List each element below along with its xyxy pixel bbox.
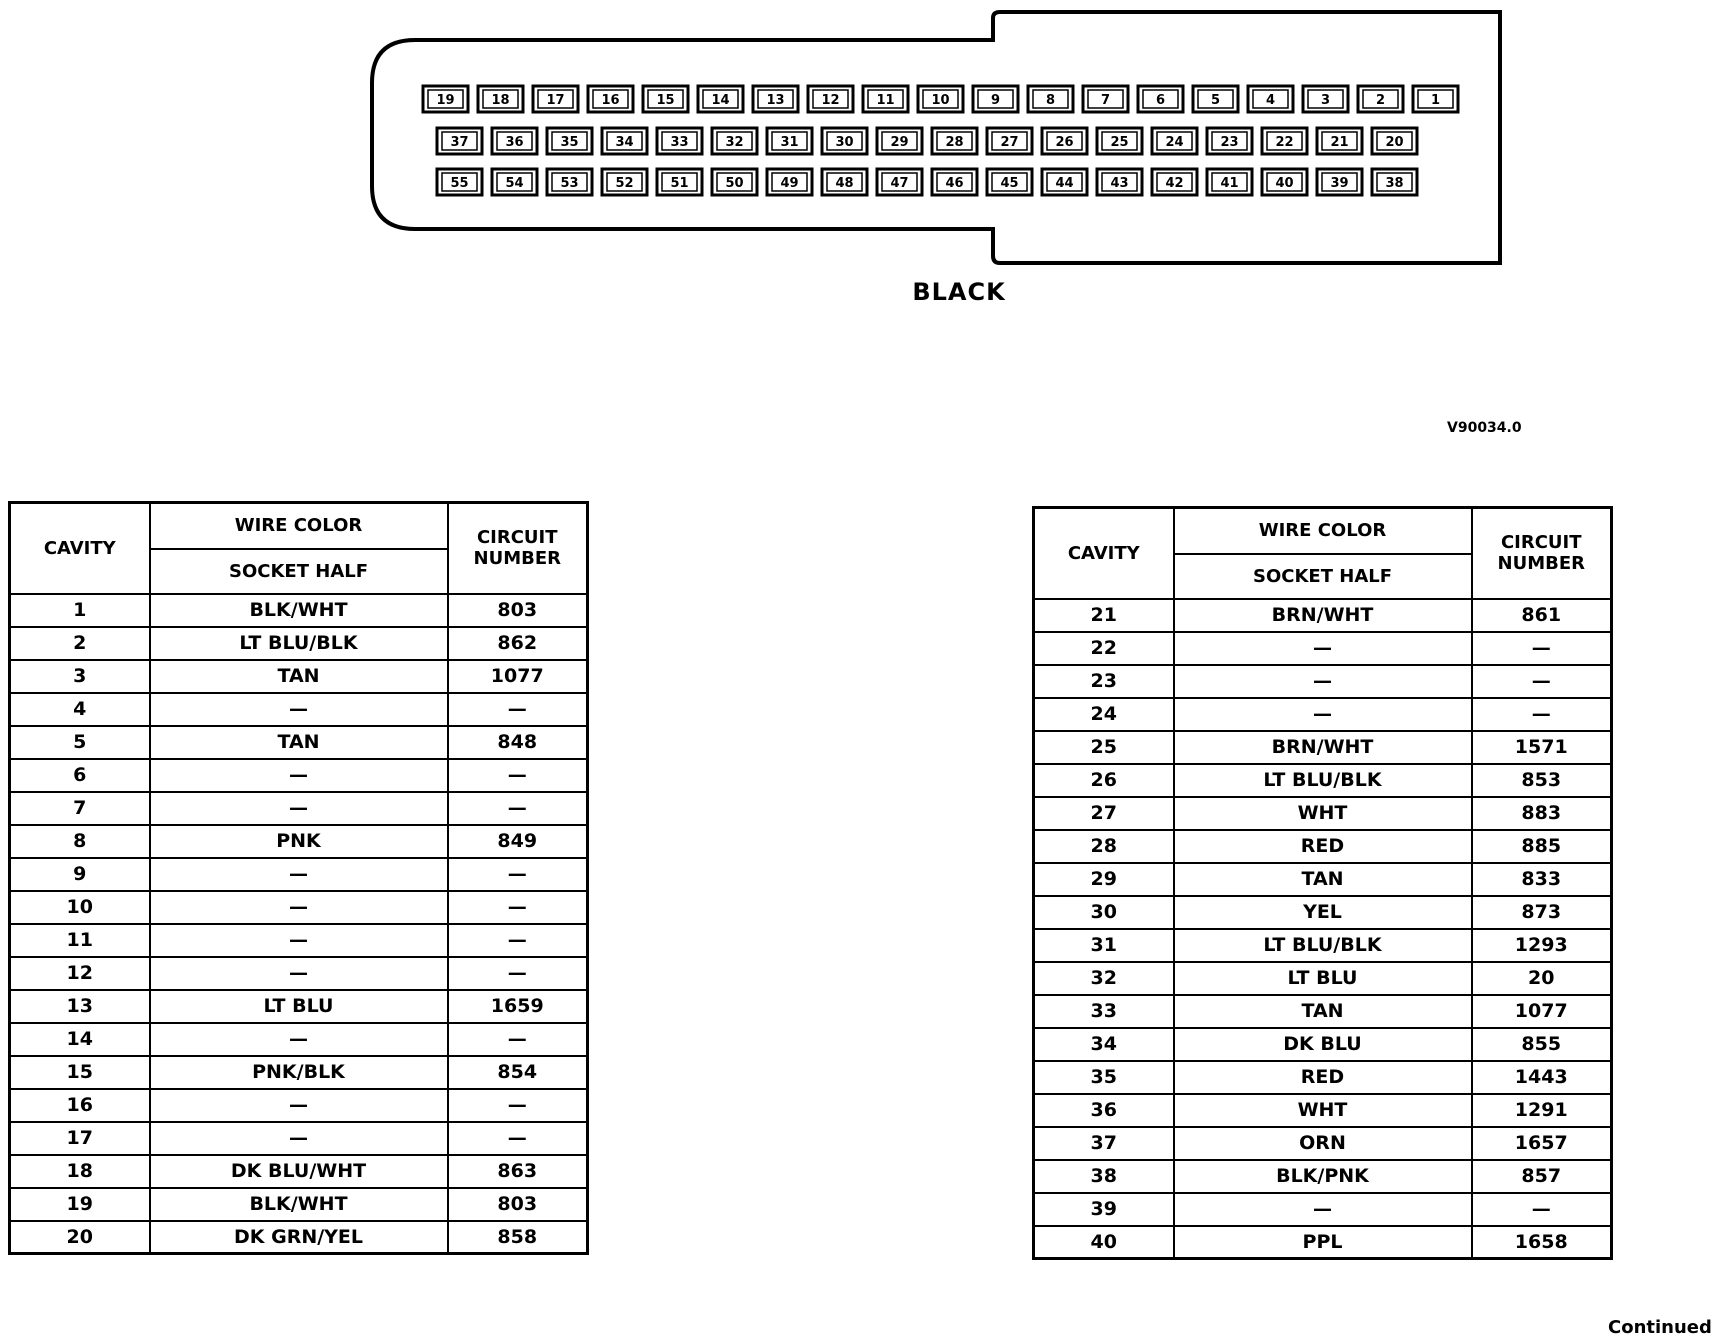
table-row: [10, 1122, 588, 1155]
pin-number: 42: [1165, 176, 1184, 191]
circuit-number-cell: 857: [1472, 1160, 1612, 1193]
circuit-header-line2: NUMBER: [473, 548, 561, 570]
wire-color-header: WIRE COLOR: [150, 503, 448, 549]
cavity-cell: 10: [10, 891, 150, 924]
pin-cavity: [1193, 86, 1238, 112]
circuit-number-cell: 862: [448, 627, 588, 660]
pin-number: 46: [945, 176, 964, 191]
table-row: [10, 1089, 588, 1122]
table-row: [1034, 1193, 1612, 1226]
pin-number: 29: [890, 135, 909, 150]
pin-number: 15: [656, 93, 675, 108]
wire-color-cell: LT BLU/BLK: [150, 627, 448, 660]
pin-row-2: [437, 128, 1417, 154]
pin-number: 31: [780, 135, 799, 150]
pin-cavity: [932, 128, 977, 154]
table-row: [10, 759, 588, 792]
pin-cavity: [1152, 128, 1197, 154]
circuit-number-cell: 1077: [1472, 995, 1612, 1028]
pin-number: 36: [505, 135, 524, 150]
pin-number: 49: [780, 176, 799, 191]
circuit-header-line1: CIRCUIT: [1500, 532, 1582, 554]
table-row: [1034, 1094, 1612, 1127]
pin-cavity: [1097, 169, 1142, 195]
pin-number: 27: [1000, 135, 1019, 150]
pin-cavity: [767, 128, 812, 154]
pin-cavity: [1028, 86, 1073, 112]
pin-cavity: [547, 169, 592, 195]
cavity-cell: 19: [10, 1188, 150, 1221]
table-row: [1034, 731, 1612, 764]
wire-color-cell: BLK/WHT: [150, 1188, 448, 1221]
cavity-cell: 11: [10, 924, 150, 957]
wire-color-cell: YEL: [1174, 896, 1472, 929]
table-row: [1034, 764, 1612, 797]
circuit-number-cell: —: [1472, 665, 1612, 698]
circuit-number-cell: 883: [1472, 797, 1612, 830]
pin-number: 14: [711, 93, 730, 108]
table-row: [10, 990, 588, 1023]
pin-number: 12: [821, 93, 840, 108]
pin-cavity: [1372, 169, 1417, 195]
circuit-number-cell: —: [448, 1023, 588, 1056]
wire-color-cell: LT BLU: [1174, 962, 1472, 995]
table-row: [1034, 797, 1612, 830]
pin-cavity: [1042, 128, 1087, 154]
pin-cavity: [1372, 128, 1417, 154]
pin-cavity: [602, 169, 647, 195]
cavity-cell: 36: [1034, 1094, 1174, 1127]
cavity-cell: 26: [1034, 764, 1174, 797]
pin-number: 41: [1220, 176, 1239, 191]
circuit-number-cell: 854: [448, 1056, 588, 1089]
pin-cavity: [987, 169, 1032, 195]
wire-color-cell: —: [150, 1122, 448, 1155]
circuit-number-cell: 849: [448, 825, 588, 858]
circuit-number-cell: —: [448, 693, 588, 726]
pin-cavity: [657, 169, 702, 195]
pin-cavity: [822, 128, 867, 154]
cavity-table-left: [8, 501, 589, 1255]
table-row: [1034, 863, 1612, 896]
wire-color-header: WIRE COLOR: [1174, 508, 1472, 554]
circuit-number-cell: 20: [1472, 962, 1612, 995]
wire-color-cell: ORN: [1174, 1127, 1472, 1160]
cavity-cell: 39: [1034, 1193, 1174, 1226]
circuit-number-cell: 1657: [1472, 1127, 1612, 1160]
pin-number: 22: [1275, 135, 1294, 150]
pin-number: 8: [1045, 93, 1056, 108]
continued-label: Continued: [1608, 1317, 1712, 1338]
pin-cavity: [1152, 169, 1197, 195]
pin-cavity: [492, 128, 537, 154]
circuit-number-cell: —: [1472, 698, 1612, 731]
table-row: [1034, 1061, 1612, 1094]
pin-number: 2: [1375, 93, 1386, 108]
pin-cavity: [533, 86, 578, 112]
table-row: [1034, 962, 1612, 995]
circuit-number-cell: —: [448, 891, 588, 924]
pin-number: 32: [725, 135, 744, 150]
pin-cavity: [657, 128, 702, 154]
pin-cavity: [1317, 169, 1362, 195]
pin-cavity: [753, 86, 798, 112]
cavity-cell: 38: [1034, 1160, 1174, 1193]
wire-color-cell: PPL: [1174, 1226, 1472, 1259]
pin-number: 24: [1165, 135, 1184, 150]
pin-number: 17: [546, 93, 565, 108]
pin-cavity: [877, 128, 922, 154]
circuit-number-cell: 1571: [1472, 731, 1612, 764]
cavity-cell: 7: [10, 792, 150, 825]
cavity-cell: 15: [10, 1056, 150, 1089]
pin-cavity: [767, 169, 812, 195]
pin-cavity: [1303, 86, 1348, 112]
table-row: [10, 924, 588, 957]
circuit-number-cell: —: [1472, 1193, 1612, 1226]
wire-color-cell: PNK: [150, 825, 448, 858]
circuit-number-cell: 885: [1472, 830, 1612, 863]
table-row: [1034, 599, 1612, 632]
pin-cavity: [1207, 169, 1252, 195]
circuit-number-cell: 855: [1472, 1028, 1612, 1061]
circuit-number-cell: 1077: [448, 660, 588, 693]
pin-number: 52: [615, 176, 634, 191]
pin-cavity: [1138, 86, 1183, 112]
table-row: [10, 660, 588, 693]
pin-cavity: [478, 86, 523, 112]
pin-cavity: [1083, 86, 1128, 112]
circuit-number-header: [1472, 508, 1612, 599]
wire-color-cell: PNK/BLK: [150, 1056, 448, 1089]
pin-number: 10: [931, 93, 950, 108]
wire-color-cell: —: [150, 1089, 448, 1122]
cavity-cell: 35: [1034, 1061, 1174, 1094]
cavity-cell: 21: [1034, 599, 1174, 632]
circuit-number-cell: —: [1472, 632, 1612, 665]
wire-color-cell: —: [150, 891, 448, 924]
pin-number: 16: [601, 93, 620, 108]
pin-cavity: [1262, 169, 1307, 195]
circuit-number-cell: 861: [1472, 599, 1612, 632]
pin-cavity: [1042, 169, 1087, 195]
cavity-cell: 13: [10, 990, 150, 1023]
cavity-cell: 17: [10, 1122, 150, 1155]
pin-number: 1: [1430, 93, 1441, 108]
pin-cavity: [932, 169, 977, 195]
wire-color-cell: —: [1174, 632, 1472, 665]
pin-number: 28: [945, 135, 964, 150]
pin-number: 53: [560, 176, 579, 191]
pin-cavity: [918, 86, 963, 112]
circuit-number-cell: 853: [1472, 764, 1612, 797]
pin-cavity: [987, 128, 1032, 154]
pin-number: 35: [560, 135, 579, 150]
pin-cavity: [822, 169, 867, 195]
circuit-number-header: [448, 503, 588, 594]
pin-row-1: [423, 86, 1458, 112]
table-row: [1034, 1160, 1612, 1193]
pin-number: 43: [1110, 176, 1129, 191]
wire-color-cell: BLK/WHT: [150, 594, 448, 627]
table-row: [10, 1056, 588, 1089]
pin-cavity: [1207, 128, 1252, 154]
pin-number: 20: [1385, 135, 1404, 150]
table-row: [10, 1023, 588, 1056]
wire-color-cell: RED: [1174, 1061, 1472, 1094]
wire-color-cell: —: [150, 858, 448, 891]
wire-color-cell: —: [150, 1023, 448, 1056]
pin-number: 38: [1385, 176, 1404, 191]
circuit-number-cell: 1443: [1472, 1061, 1612, 1094]
pin-number: 25: [1110, 135, 1129, 150]
pin-number: 13: [766, 93, 785, 108]
table-row: [10, 825, 588, 858]
table-row: [1034, 632, 1612, 665]
cavity-header: CAVITY: [10, 503, 150, 594]
pin-cavity: [602, 128, 647, 154]
wire-color-cell: RED: [1174, 830, 1472, 863]
wire-color-cell: BLK/PNK: [1174, 1160, 1472, 1193]
wire-color-cell: —: [150, 957, 448, 990]
wire-color-cell: DK BLU: [1174, 1028, 1472, 1061]
wire-color-cell: LT BLU/BLK: [1174, 764, 1472, 797]
pin-cavity: [588, 86, 633, 112]
pin-number: 19: [436, 93, 455, 108]
cavity-cell: 14: [10, 1023, 150, 1056]
wire-color-cell: WHT: [1174, 1094, 1472, 1127]
cavity-cell: 28: [1034, 830, 1174, 863]
table-row: [10, 693, 588, 726]
table-row: [1034, 698, 1612, 731]
cavity-cell: 33: [1034, 995, 1174, 1028]
circuit-number-cell: 833: [1472, 863, 1612, 896]
pin-number: 50: [725, 176, 744, 191]
pin-number: 51: [670, 176, 689, 191]
cavity-cell: 8: [10, 825, 150, 858]
pin-cavity: [1358, 86, 1403, 112]
cavity-cell: 27: [1034, 797, 1174, 830]
pin-cavity: [877, 169, 922, 195]
connector-color-label: BLACK: [912, 278, 1006, 306]
pin-cavity: [712, 169, 757, 195]
wire-color-cell: WHT: [1174, 797, 1472, 830]
cavity-cell: 5: [10, 726, 150, 759]
pin-number: 3: [1320, 93, 1331, 108]
pin-number: 47: [890, 176, 909, 191]
wire-color-cell: TAN: [1174, 863, 1472, 896]
table-row: [1034, 1226, 1612, 1259]
cavity-cell: 18: [10, 1155, 150, 1188]
cavity-cell: 25: [1034, 731, 1174, 764]
circuit-number-cell: —: [448, 759, 588, 792]
socket-half-header: SOCKET HALF: [1174, 554, 1472, 599]
circuit-number-cell: 1291: [1472, 1094, 1612, 1127]
wire-color-cell: DK GRN/YEL: [150, 1221, 448, 1254]
table-row: [10, 957, 588, 990]
cavity-cell: 1: [10, 594, 150, 627]
pin-number: 30: [835, 135, 854, 150]
wire-color-cell: LT BLU: [150, 990, 448, 1023]
circuit-number-cell: —: [448, 1122, 588, 1155]
pin-cavity: [437, 128, 482, 154]
circuit-number-cell: 1293: [1472, 929, 1612, 962]
wire-color-cell: DK BLU/WHT: [150, 1155, 448, 1188]
wire-color-cell: LT BLU/BLK: [1174, 929, 1472, 962]
table-row: [1034, 929, 1612, 962]
circuit-number-cell: 863: [448, 1155, 588, 1188]
circuit-number-cell: 858: [448, 1221, 588, 1254]
wire-color-cell: —: [150, 759, 448, 792]
pin-cavity: [863, 86, 908, 112]
pin-cavity: [1248, 86, 1293, 112]
cavity-cell: 40: [1034, 1226, 1174, 1259]
table-row: [10, 891, 588, 924]
cavity-cell: 23: [1034, 665, 1174, 698]
pin-cavity: [1262, 128, 1307, 154]
pin-number: 39: [1330, 176, 1349, 191]
cavity-cell: 16: [10, 1089, 150, 1122]
circuit-number-cell: 803: [448, 1188, 588, 1221]
pin-number: 44: [1055, 176, 1074, 191]
cavity-table-right: [1032, 506, 1613, 1260]
pin-number: 54: [505, 176, 524, 191]
cavity-cell: 22: [1034, 632, 1174, 665]
table-row: [1034, 1127, 1612, 1160]
cavity-cell: 20: [10, 1221, 150, 1254]
pin-number: 11: [876, 93, 895, 108]
cavity-cell: 34: [1034, 1028, 1174, 1061]
wire-color-cell: TAN: [1174, 995, 1472, 1028]
socket-half-header: SOCKET HALF: [150, 549, 448, 594]
circuit-number-cell: 873: [1472, 896, 1612, 929]
circuit-number-cell: 803: [448, 594, 588, 627]
pin-row-3: [437, 169, 1417, 195]
wire-color-cell: —: [150, 792, 448, 825]
pin-number: 34: [615, 135, 634, 150]
figure-id: V90034.0: [1447, 420, 1522, 436]
pin-number: 4: [1265, 93, 1276, 108]
cavity-cell: 24: [1034, 698, 1174, 731]
cavity-cell: 29: [1034, 863, 1174, 896]
circuit-number-cell: —: [448, 1089, 588, 1122]
pin-cavity: [643, 86, 688, 112]
wire-color-cell: TAN: [150, 660, 448, 693]
circuit-header-line2: NUMBER: [1497, 553, 1585, 575]
pin-cavity: [492, 169, 537, 195]
wire-color-cell: BRN/WHT: [1174, 731, 1472, 764]
table-row: [10, 1221, 588, 1254]
circuit-number-cell: —: [448, 792, 588, 825]
pin-cavity: [698, 86, 743, 112]
table-row: [1034, 995, 1612, 1028]
wire-color-cell: —: [1174, 1193, 1472, 1226]
pin-number: 40: [1275, 176, 1294, 191]
circuit-number-cell: 1658: [1472, 1226, 1612, 1259]
circuit-number-cell: —: [448, 924, 588, 957]
pin-cavity: [973, 86, 1018, 112]
cavity-cell: 3: [10, 660, 150, 693]
circuit-header-line1: CIRCUIT: [476, 527, 558, 549]
pin-number: 6: [1155, 93, 1166, 108]
circuit-number-cell: —: [448, 858, 588, 891]
pin-cavity: [808, 86, 853, 112]
pin-number: 23: [1220, 135, 1239, 150]
cavity-cell: 12: [10, 957, 150, 990]
wire-color-cell: BRN/WHT: [1174, 599, 1472, 632]
pin-number: 5: [1210, 93, 1221, 108]
wire-color-cell: TAN: [150, 726, 448, 759]
table-row: [10, 1188, 588, 1221]
circuit-number-cell: 1659: [448, 990, 588, 1023]
pin-cavity: [437, 169, 482, 195]
circuit-number-cell: 848: [448, 726, 588, 759]
table-row: [10, 627, 588, 660]
table-row: [1034, 1028, 1612, 1061]
pin-cavity: [423, 86, 468, 112]
table-row: [10, 594, 588, 627]
cavity-cell: 31: [1034, 929, 1174, 962]
pin-number: 21: [1330, 135, 1349, 150]
pin-number: 26: [1055, 135, 1074, 150]
pin-number: 55: [450, 176, 469, 191]
pin-cavity: [1317, 128, 1362, 154]
table-row: [1034, 665, 1612, 698]
cavity-header: CAVITY: [1034, 508, 1174, 599]
pin-number: 7: [1100, 93, 1111, 108]
pin-cavity: [547, 128, 592, 154]
cavity-cell: 32: [1034, 962, 1174, 995]
pin-number: 48: [835, 176, 854, 191]
pin-cavity: [712, 128, 757, 154]
pin-cavity: [1413, 86, 1458, 112]
table-row: [1034, 896, 1612, 929]
table-row: [10, 726, 588, 759]
pin-number: 18: [491, 93, 510, 108]
cavity-cell: 4: [10, 693, 150, 726]
pin-number: 33: [670, 135, 689, 150]
wire-color-cell: —: [150, 693, 448, 726]
wire-color-cell: —: [150, 924, 448, 957]
pin-number: 37: [450, 135, 469, 150]
cavity-cell: 2: [10, 627, 150, 660]
cavity-cell: 9: [10, 858, 150, 891]
table-row: [10, 858, 588, 891]
cavity-cell: 6: [10, 759, 150, 792]
cavity-cell: 37: [1034, 1127, 1174, 1160]
pin-number: 9: [990, 93, 1001, 108]
cavity-cell: 30: [1034, 896, 1174, 929]
circuit-number-cell: —: [448, 957, 588, 990]
table-row: [1034, 830, 1612, 863]
wire-color-cell: —: [1174, 665, 1472, 698]
table-row: [10, 1155, 588, 1188]
table-row: [10, 792, 588, 825]
pin-number: 45: [1000, 176, 1019, 191]
wire-color-cell: —: [1174, 698, 1472, 731]
pin-cavity: [1097, 128, 1142, 154]
